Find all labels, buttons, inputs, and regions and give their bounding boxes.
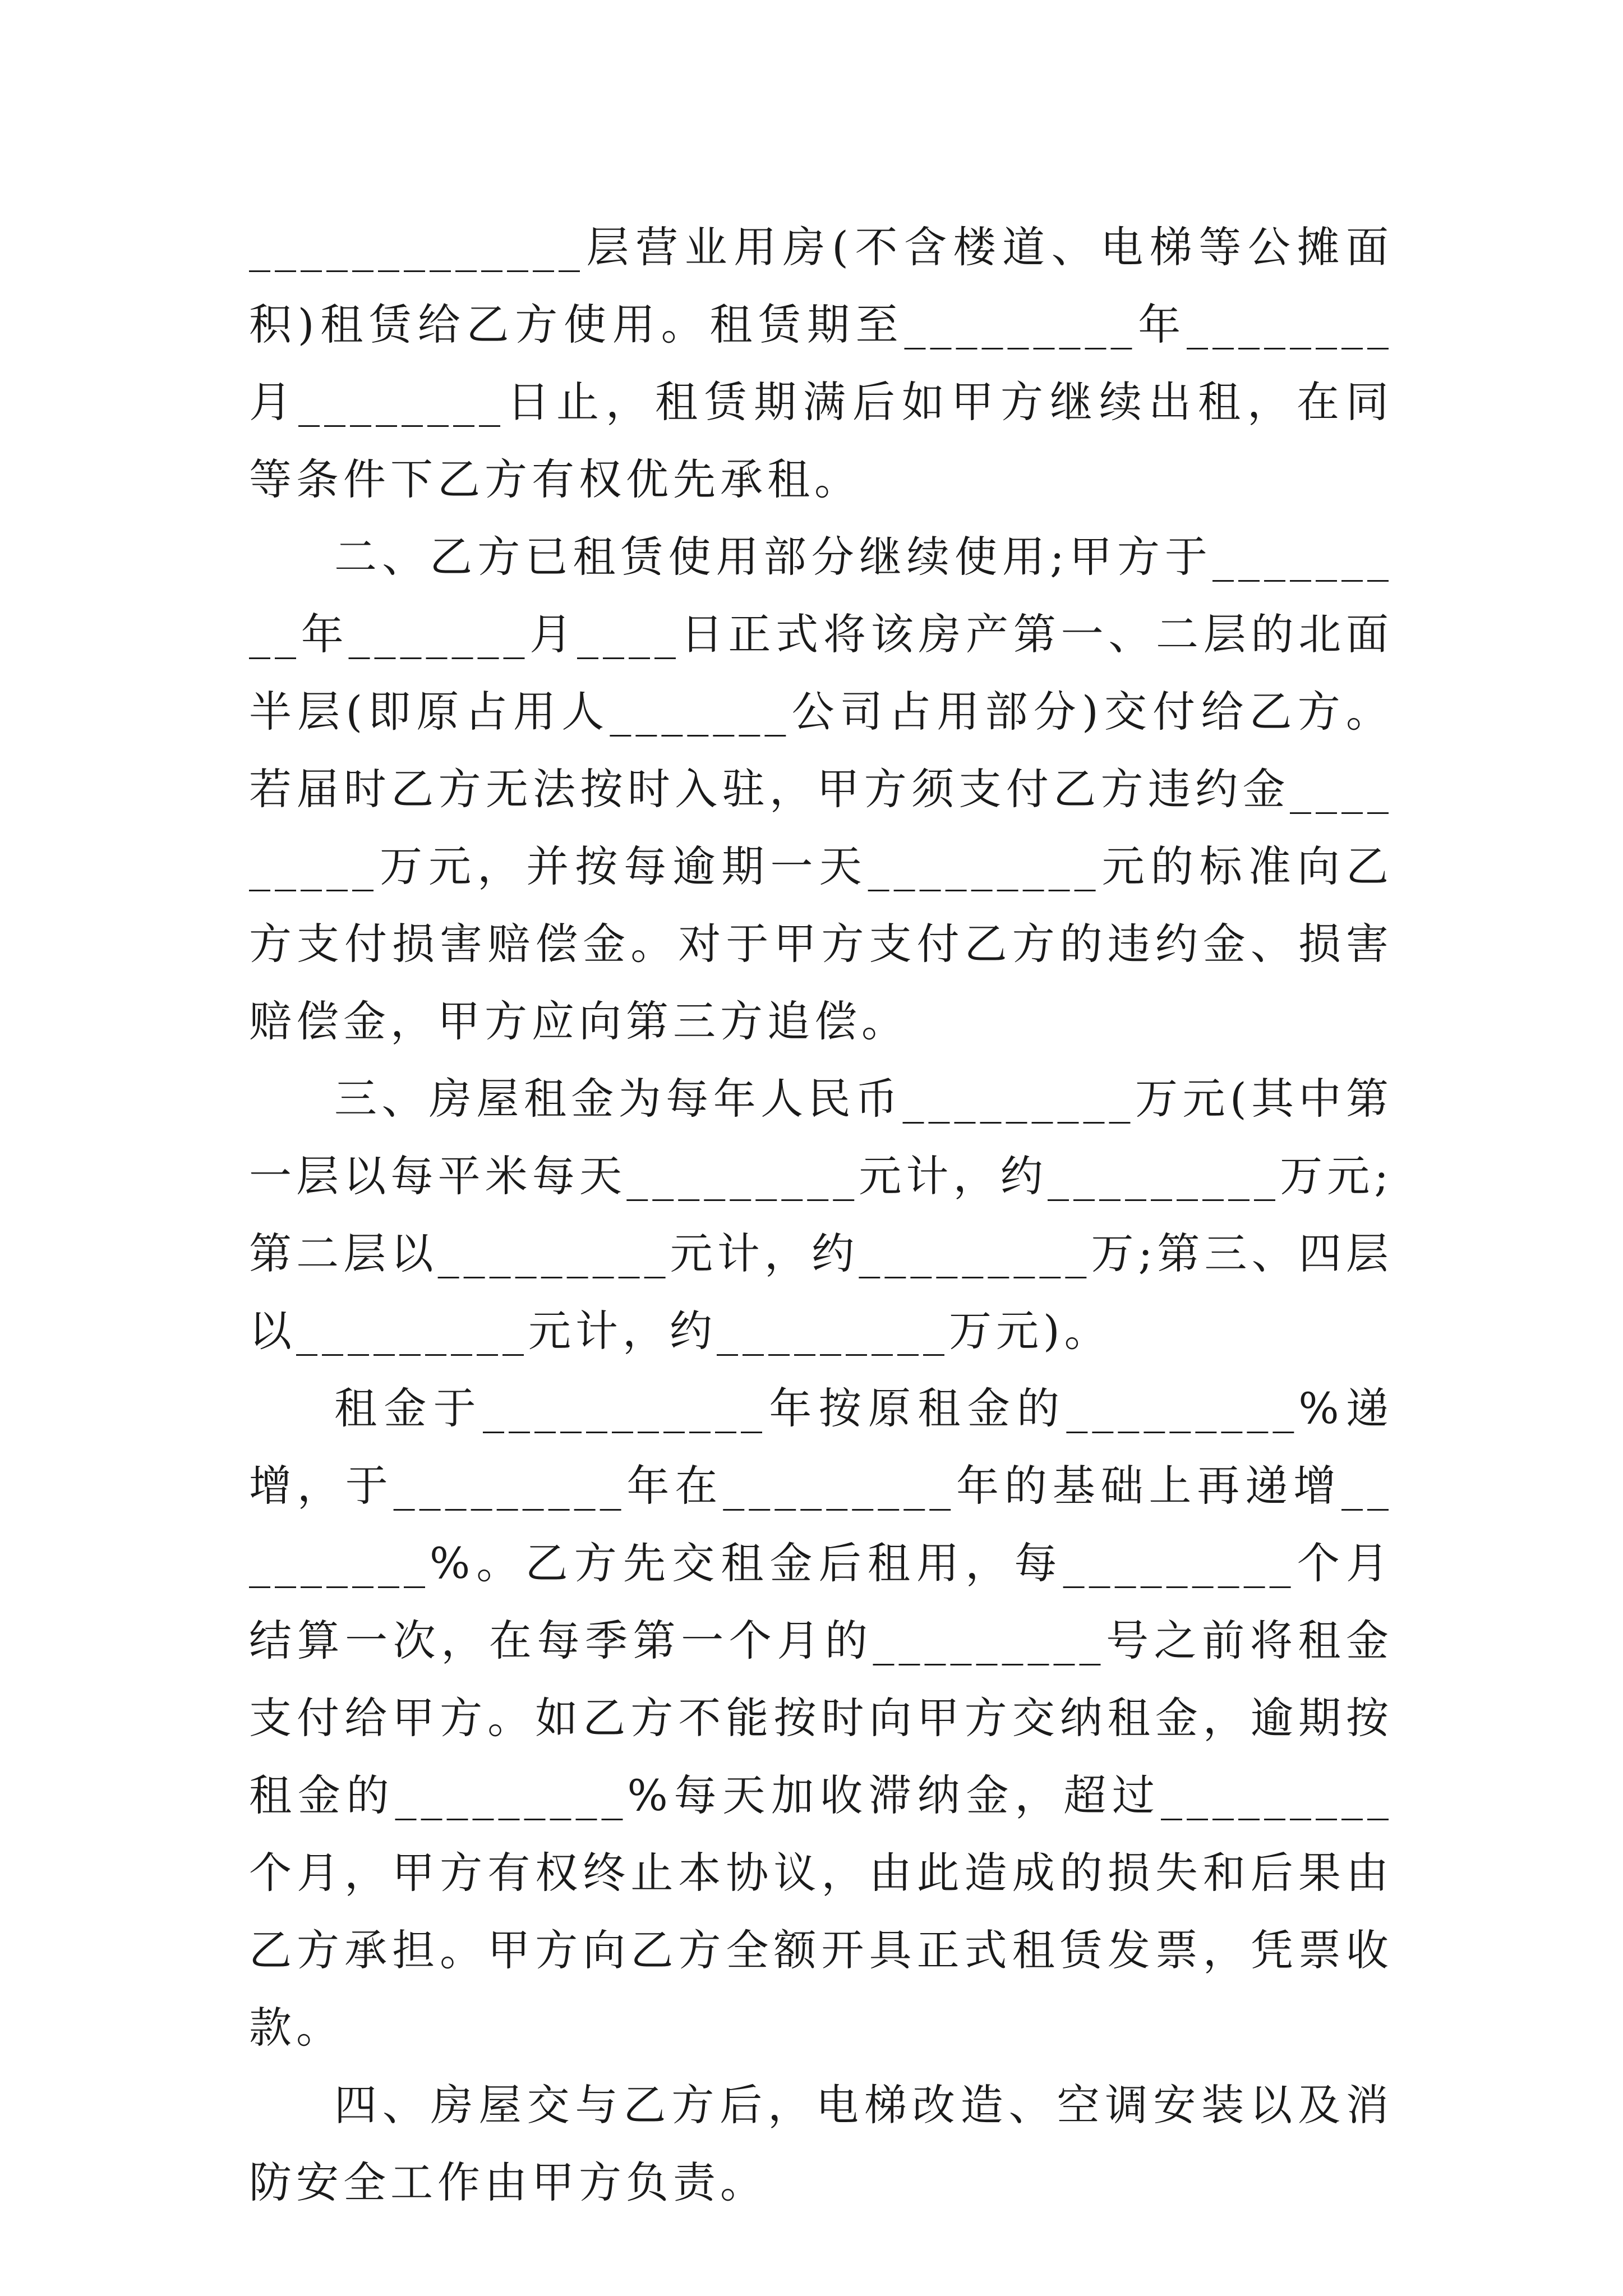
document-body <box>249 209 1393 2221</box>
paragraph-clause-four: 四、房屋交与乙方后，电梯改造、空调安装以及消防安全工作由甲方负责。 <box>249 2080 1393 2207</box>
paragraph-clause-two: 二、乙方已租赁使用部分继续使用;甲方于_________年_______月____日正式将该房产第一、二层的北面半层(即原占用人_______公司占用部分)交付给乙方。若届时乙方无法按时入驻，甲方须支付乙方违约金_________万元，并按每逾期一天_________元的标准向乙方支付损害赔偿金。对于甲方支付乙方的违约金、损害赔偿金，甲方应向第三方追偿。 <box>249 532 1393 1046</box>
paragraph-rent-increase: 租金于___________年按原租金的_________%递增，于_________年在_________年的基础上再递增_________%。乙方先交租金后租用，每_________个月结算一次，在每季第一个月的_________号之前将租金支付给甲方。如乙方不能按时向甲方交纳租金，逾期按租金的_________%每天加收滞纳金，超过_________个月，甲方有权终止本协议，由此造成的损失和后果由乙方承担。甲方向乙方全额开具正式租赁发票，凭票收款。 <box>249 1383 1393 2053</box>
paragraph-clause-three: 三、房屋租金为每年人民币_________万元(其中第一层以每平米每天_________元计，约_________万元;第二层以_________元计，约_________万;第三、四层以_________元计，约_________万元)。 <box>249 1074 1393 1356</box>
paragraph-lease-term: _____________层营业用房(不含楼道、电梯等公摊面积)租赁给乙方使用。租赁期至_________年________月________日止，租赁期满后如甲方继续出租，在同等条件下乙方有权优先承租。 <box>249 222 1393 504</box>
